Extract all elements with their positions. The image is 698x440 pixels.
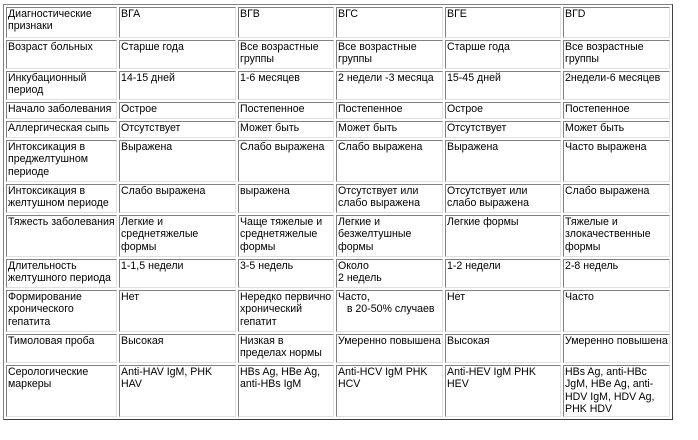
table-cell: Отсутствует или слабо выражена xyxy=(336,184,443,213)
table-cell: Слабо выражена xyxy=(238,140,334,182)
table-cell: Постепенное xyxy=(336,102,443,119)
table-row xyxy=(6,215,670,257)
table-body xyxy=(6,7,670,417)
table-cell: Легкие и среднетяжелые формы xyxy=(119,215,236,257)
table-cell: Высокая xyxy=(445,334,561,363)
table-cell: Умеренно повышена xyxy=(563,334,670,363)
header-cell-hav: ВГА xyxy=(119,7,236,38)
table-cell: Слабо выражена xyxy=(563,184,670,213)
row-label-cell: Серологические маркеры xyxy=(6,365,117,417)
table-cell: Постепенное xyxy=(563,102,670,119)
table-cell: Слабо выражена xyxy=(119,184,236,213)
row-label-cell: Инкубационный период xyxy=(6,71,117,100)
table-cell: 1-2 недели xyxy=(445,259,561,288)
table-row xyxy=(6,184,670,213)
hepatitis-comparison-table xyxy=(3,4,673,420)
table-container xyxy=(3,4,673,420)
table-cell: Острое xyxy=(445,102,561,119)
table-row xyxy=(6,334,670,363)
row-label-cell: Начало заболевания xyxy=(6,102,117,119)
table-row xyxy=(6,140,670,182)
table-cell: Выражена xyxy=(119,140,236,182)
table-cell: HBs Ag, anti-HBc JgM, HBe Ag, anti-HDV IgM, HDV Ag, PHK HDV xyxy=(563,365,670,417)
table-cell: Высокая xyxy=(119,334,236,363)
table-cell: Умеренно повышена xyxy=(336,334,443,363)
table-row xyxy=(6,365,670,417)
table-cell: 2 недели -3 месяца xyxy=(336,71,443,100)
table-cell: Может быть xyxy=(336,121,443,138)
table-cell: 2-8 недель xyxy=(563,259,670,288)
table-cell: 15-45 дней xyxy=(445,71,561,100)
row-label-cell: Возраст больных xyxy=(6,40,117,69)
table-row xyxy=(6,40,670,69)
table-row xyxy=(6,259,670,288)
table-cell: Отсутствует или слабо выражена xyxy=(445,184,561,213)
table-cell: 3-5 недель xyxy=(238,259,334,288)
row-label-cell: Аллергическая сыпь xyxy=(6,121,117,138)
table-cell: Anti-HAV IgM, PHK HAV xyxy=(119,365,236,417)
row-label-cell: Интоксикация в желтушном периоде xyxy=(6,184,117,213)
table-cell: Старше года xyxy=(445,40,561,69)
table-cell: Чаще тяжелые и среднетяжелые формы xyxy=(238,215,334,257)
header-row xyxy=(6,7,670,38)
header-cell-hcv: ВГС xyxy=(336,7,443,38)
table-cell: Может быть xyxy=(563,121,670,138)
table-cell: Слабо выражена xyxy=(336,140,443,182)
table-cell: Старше года xyxy=(119,40,236,69)
table-cell: Все возрастные группы xyxy=(563,40,670,69)
table-row xyxy=(6,121,670,138)
header-cell-hdv: ВГD xyxy=(563,7,670,38)
header-cell-features: Диагностические признаки xyxy=(6,7,117,38)
table-row xyxy=(6,102,670,119)
table-cell: Нет xyxy=(119,290,236,332)
table-cell: Может быть xyxy=(238,121,334,138)
table-cell: Около 2 недель xyxy=(336,259,443,288)
table-cell: 14-15 дней xyxy=(119,71,236,100)
table-cell: Нередко первично хронический гепатит xyxy=(238,290,334,332)
row-label-cell: Тяжесть заболевания xyxy=(6,215,117,257)
table-row xyxy=(6,290,670,332)
table-cell: 1-1,5 недели xyxy=(119,259,236,288)
row-label-cell: Интоксикация в преджелтушном периоде xyxy=(6,140,117,182)
table-cell: Острое xyxy=(119,102,236,119)
table-cell: Anti-HEV IgM PHK HEV xyxy=(445,365,561,417)
row-label-cell: Формирование хронического гепатита xyxy=(6,290,117,332)
table-cell: Легкие и безжелтушные формы xyxy=(336,215,443,257)
header-cell-hbv: ВГВ xyxy=(238,7,334,38)
table-cell: 2недели-6 месяцев xyxy=(563,71,670,100)
table-cell: Anti-HCV IgM PHK HCV xyxy=(336,365,443,417)
table-row xyxy=(6,71,670,100)
table-cell: 1-6 месяцев xyxy=(238,71,334,100)
row-label-cell: Длительность желтушного периода xyxy=(6,259,117,288)
header-cell-hev: ВГЕ xyxy=(445,7,561,38)
table-cell: HBs Ag, HBe Ag, anti-HBs IgM xyxy=(238,365,334,417)
table-cell: Отсутствует xyxy=(445,121,561,138)
table-cell: Нет xyxy=(445,290,561,332)
table-cell: Все возрастные группы xyxy=(336,40,443,69)
row-label-cell: Тимоловая проба xyxy=(6,334,117,363)
table-cell: Легкие формы xyxy=(445,215,561,257)
table-cell: Часто выражена xyxy=(563,140,670,182)
table-cell: выражена xyxy=(238,184,334,213)
table-cell: Все возрастные группы xyxy=(238,40,334,69)
table-cell: Тяжелые и злокачественные формы xyxy=(563,215,670,257)
table-cell: Выражена xyxy=(445,140,561,182)
table-cell: Часто, в 20-50% случаев xyxy=(336,290,443,332)
table-cell: Часто xyxy=(563,290,670,332)
table-cell: Постепенное xyxy=(238,102,334,119)
table-cell: Отсутствует xyxy=(119,121,236,138)
table-cell: Низкая в пределах нормы xyxy=(238,334,334,363)
